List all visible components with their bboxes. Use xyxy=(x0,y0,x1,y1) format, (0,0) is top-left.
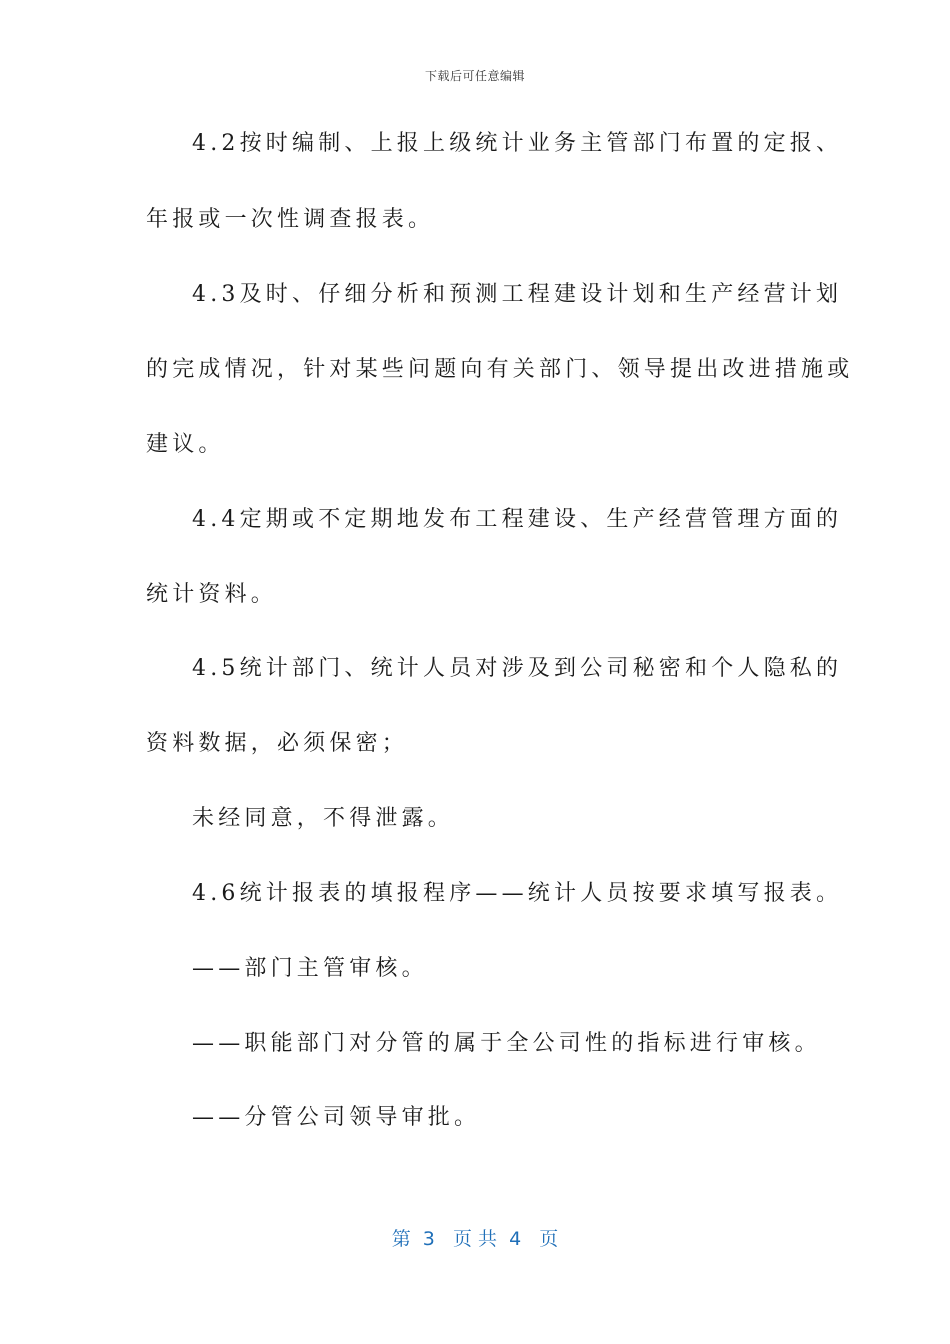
body-line-9: 资料数据，必须保密； xyxy=(146,731,409,756)
header-note: 下载后可任意编辑 xyxy=(424,69,525,83)
page-number-footer: 第 3 页 共 4 页 xyxy=(391,1228,559,1250)
body-line-2: 年报或一次性调查报表。 xyxy=(146,207,435,232)
body-line-5: 建议。 xyxy=(146,432,225,457)
body-line-1: 4.2按时编制、上报上级统计业务主管部门布置的定报、 xyxy=(192,131,843,156)
body-line-3: 4.3及时、仔细分析和预测工程建设计划和生产经营计划 xyxy=(192,282,843,307)
body-line-10: 未经同意，不得泄露。 xyxy=(192,806,455,831)
body-line-13: ——职能部门对分管的属于全公司性的指标进行审核。 xyxy=(192,1031,821,1056)
body-line-12: ——部门主管审核。 xyxy=(192,956,428,981)
body-line-6: 4.4定期或不定期地发布工程建设、生产经营管理方面的 xyxy=(192,507,843,532)
body-line-4: 的完成情况，针对某些问题向有关部门、领导提出改进措施或 xyxy=(146,357,854,382)
body-line-14: ——分管公司领导审批。 xyxy=(192,1105,481,1130)
body-line-11: 4.6统计报表的填报程序——统计人员按要求填写报表。 xyxy=(192,881,843,906)
body-line-8: 4.5统计部门、统计人员对涉及到公司秘密和个人隐私的 xyxy=(192,656,843,681)
body-line-7: 统计资料。 xyxy=(146,582,278,607)
